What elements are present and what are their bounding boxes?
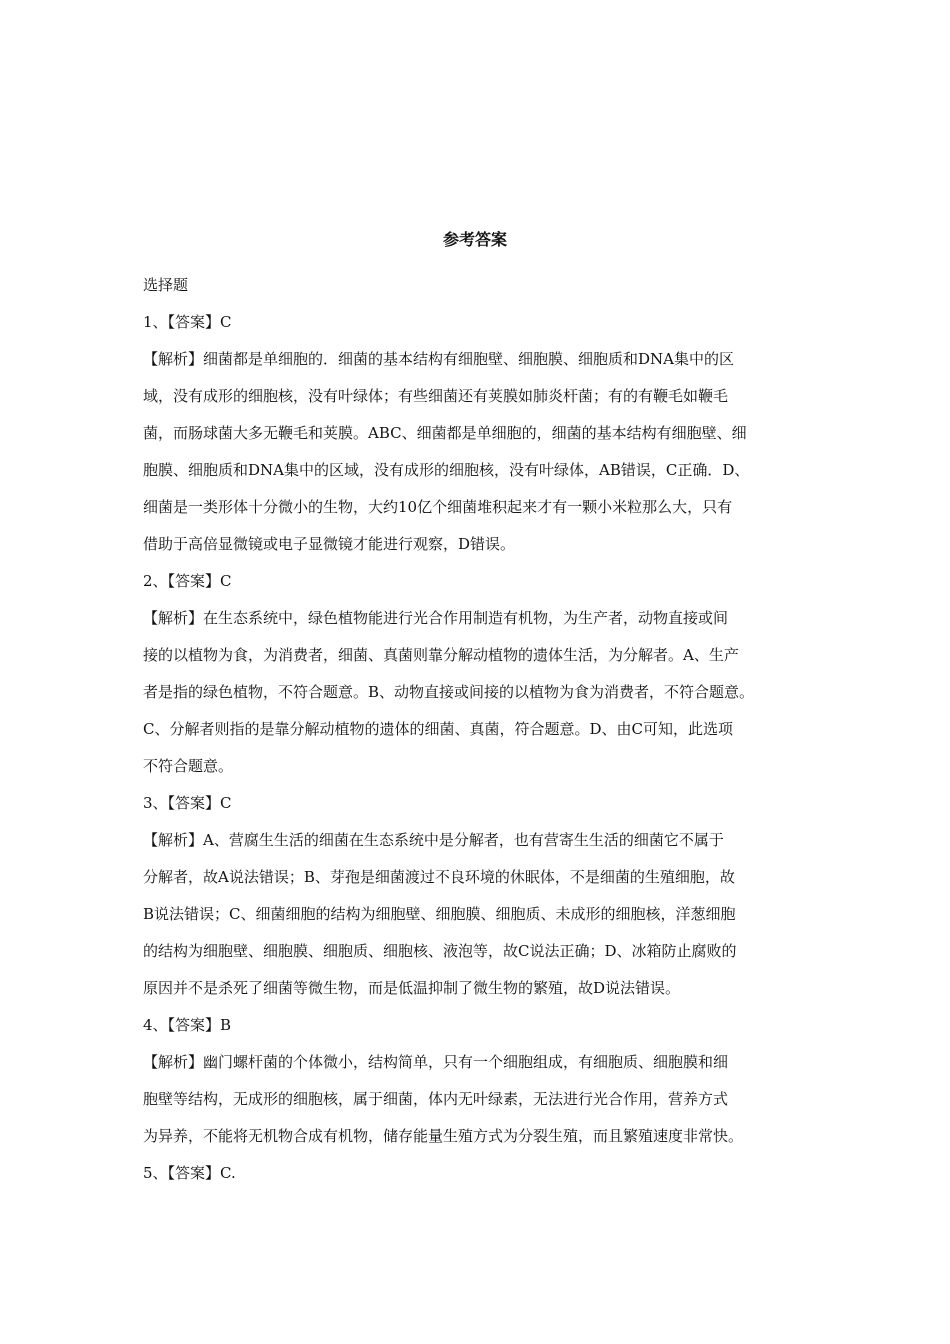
analysis-line: 域，没有成形的细胞核，没有叶绿体；有些细菌还有荚膜如肺炎杆菌；有的有鞭毛如鞭毛 xyxy=(143,387,729,405)
analysis-line: 【解析】在生态系统中，绿色植物能进行光合作用制造有机物，为生产者，动物直接或间 xyxy=(143,609,729,627)
section-heading: 选择题 xyxy=(143,276,189,294)
analysis-line: 【解析】幽门螺杆菌的个体微小，结构简单，只有一个细胞组成，有细胞质、细胞膜和细 xyxy=(143,1053,729,1071)
answer-line-5: 5、【答案】C. xyxy=(143,1164,236,1182)
analysis-line: 胞壁等结构，无成形的细胞核，属于细菌，体内无叶绿素，无法进行光合作用，营养方式 xyxy=(143,1090,729,1108)
analysis-line: 【解析】A、营腐生生活的细菌在生态系统中是分解者，也有营寄生生活的细菌它不属于 xyxy=(143,831,724,849)
analysis-line: 细菌是一类形体十分微小的生物，大约10亿个细菌堆积起来才有一颗小米粒那么大，只有 xyxy=(143,498,733,516)
analysis-line: 原因并不是杀死了细菌等微生物，而是低温抑制了微生物的繁殖，故D说法错误。 xyxy=(143,979,681,997)
page-title: 参考答案 xyxy=(442,230,507,249)
analysis-line: 不符合题意。 xyxy=(143,757,234,775)
answer-line-2: 2、【答案】C xyxy=(143,572,232,590)
analysis-line: 接的以植物为食，为消费者，细菌、真菌则靠分解动植物的遗体生活，为分解者。A、生产 xyxy=(143,646,739,664)
analysis-line: 分解者，故A说法错误；B、芽孢是细菌渡过不良环境的休眠体，不是细菌的生殖细胞，故 xyxy=(143,868,735,886)
analysis-line: B说法错误；C、细菌细胞的结构为细胞壁、细胞膜、细胞质、未成形的细胞核，洋葱细胞 xyxy=(143,905,736,923)
analysis-line: 为异养，不能将无机物合成有机物，储存能量生殖方式为分裂生殖，而且繁殖速度非常快。 xyxy=(143,1127,744,1145)
analysis-line: 胞膜、细胞质和DNA集中的区域，没有成形的细胞核，没有叶绿体，AB错误，C正确．D、 xyxy=(143,461,750,479)
analysis-line: 借助于高倍显微镜或电子显微镜才能进行观察，D错误。 xyxy=(143,535,516,553)
analysis-line: 的结构为细胞壁、细胞膜、细胞质、细胞核、液泡等，故C说法正确；D、冰箱防止腐败的 xyxy=(143,942,737,960)
answer-content xyxy=(143,267,823,1192)
analysis-line: 菌，而肠球菌大多无鞭毛和荚膜。ABC、细菌都是单细胞的，细菌的基本结构有细胞壁、细 xyxy=(143,424,747,442)
analysis-line: 【解析】细菌都是单细胞的．细菌的基本结构有细胞壁、细胞膜、细胞质和DNA集中的区 xyxy=(143,350,734,368)
analysis-line: 者是指的绿色植物，不符合题意。B、动物直接或间接的以植物为食为消费者，不符合题意。 xyxy=(143,683,755,701)
answer-line-1: 1、【答案】C xyxy=(143,313,232,331)
analysis-line: C、分解者则指的是靠分解动植物的遗体的细菌、真菌，符合题意。D、由C可知，此选项 xyxy=(143,720,733,738)
answer-line-3: 3、【答案】C xyxy=(143,794,232,812)
answer-line-4: 4、【答案】B xyxy=(143,1016,232,1034)
